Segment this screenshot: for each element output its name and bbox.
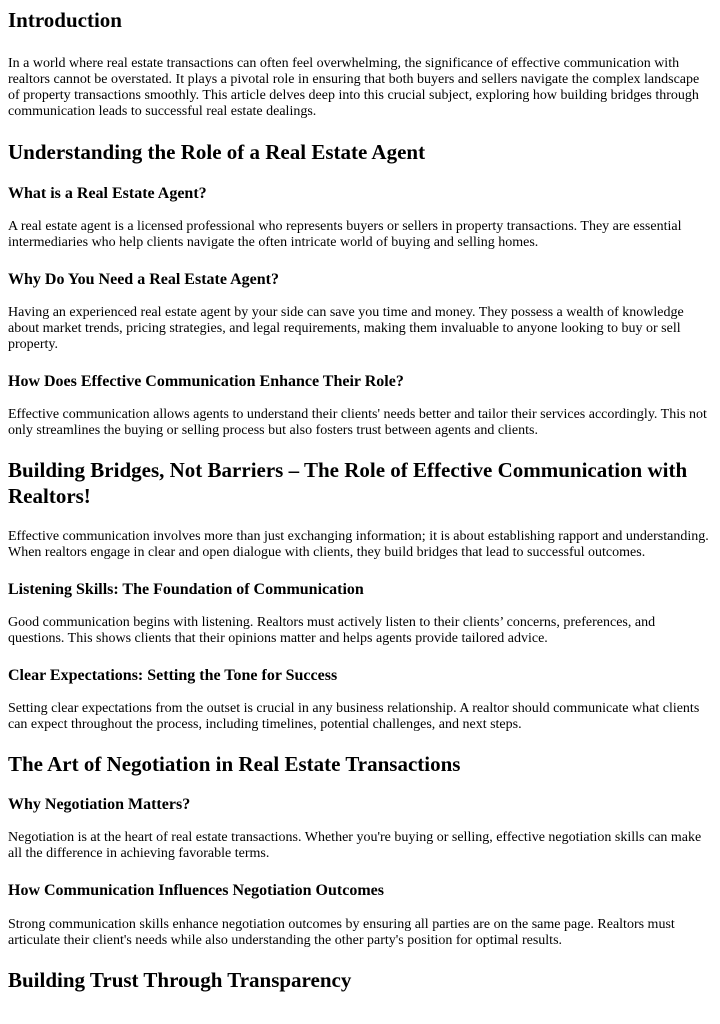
paragraph-why-need-agent: Having an experienced real estate agent by your side can save you time and money. They possess a wealth of knowledge about market trends, pricing strategies, and legal requirements, making them invaluable to anyone looking to buy or sell property. [8, 304, 684, 352]
subheading-listening-skills: Listening Skills: The Foundation of Communication [8, 580, 364, 598]
subheading-why-need-agent: Why Do You Need a Real Estate Agent? [8, 270, 279, 288]
subheading-clear-expectations: Clear Expectations: Setting the Tone for Success [8, 666, 338, 684]
section-heading-trust-transparency: Building Trust Through Transparency [8, 967, 352, 992]
article [0, 7, 720, 993]
section-heading-introduction: Introduction [8, 8, 122, 32]
subheading-why-negotiation-matters: Why Negotiation Matters? [8, 796, 191, 814]
section-heading-role-of-agent: Understanding the Role of a Real Estate Agent [8, 140, 426, 165]
paragraph-communication-enhances-role: Effective communication allows agents to understand their clients' needs better and tailor their services accordingly. This not only streamlines the buying or selling process but also fosters trust between agents and clients. [8, 407, 707, 439]
subheading-what-is-agent: What is a Real Estate Agent? [8, 184, 207, 202]
paragraph-clear-expectations: Setting clear expectations from the outset is crucial in any business relationship. A realtor should communicate what clients can expect throughout the process, including timelines, potential challenges, and next steps. [8, 700, 700, 732]
section-heading-negotiation: The Art of Negotiation in Real Estate Transactions [8, 751, 461, 776]
subheading-communication-negotiation: How Communication Influences Negotiation Outcomes [8, 882, 384, 900]
paragraph-listening-skills: Good communication begins with listening. Realtors must actively listen to their clients’ concerns, preferences, and questions. This shows clients that their opinions matter and helps agents provide tailored advice. [8, 614, 656, 646]
paragraph-what-is-agent: A real estate agent is a licensed professional who represents buyers or sellers in property transactions. They are essential intermediaries who help clients navigate the often intricate world of buying and selling homes. [8, 218, 682, 250]
subheading-communication-enhances-role: How Does Effective Communication Enhance Their Role? [8, 372, 404, 390]
section-heading-building-bridges: Building Bridges, Not Barriers – The Role of Effective Communication with Realtors! [8, 458, 688, 509]
paragraph-why-negotiation-matters: Negotiation is at the heart of real estate transactions. Whether you're buying or selling, effective negotiation skills can make all the difference in achieving favorable terms. [8, 830, 702, 862]
paragraph-communication-negotiation: Strong communication skills enhance negotiation outcomes by ensuring all parties are on the same page. Realtors must articulate their client's needs while also understanding the other party's position for optimal results. [8, 916, 675, 948]
paragraph-building-bridges: Effective communication involves more than just exchanging information; it is about establishing rapport and understanding. When realtors engage in clear and open dialogue with clients, they build bridges that lead to successful outcomes. [8, 528, 709, 560]
paragraph-introduction: In a world where real estate transactions can often feel overwhelming, the significance of effective communication with realtors cannot be overstated. It plays a pivotal role in ensuring that both buyers and sellers navigate the complex landscape of property transactions smoothly. This article delves deep into this crucial subject, exploring how building bridges through communication leads to successful real estate dealings. [8, 56, 700, 120]
